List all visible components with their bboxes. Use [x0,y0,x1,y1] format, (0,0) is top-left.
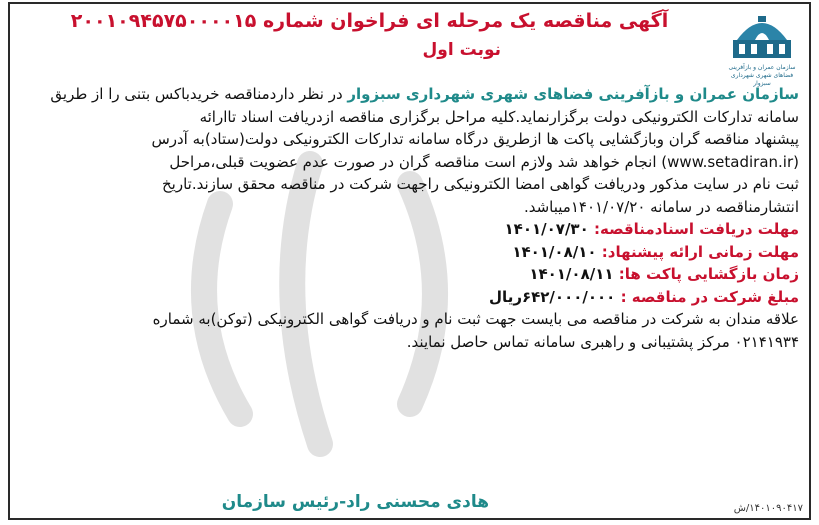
body-line-1 [26,83,799,106]
reference-number: ۱۴۰۱۰۹۰۴۱۷/ش [733,503,803,514]
deadline-label: زمان بازگشایی پاکت ها: [618,265,799,283]
signature: هادی محسنی راد-رئیس سازمان [221,492,489,512]
organization-name: سازمان عمران و بازآفرینی فضاهای شهری شهرداری سبزوار [347,85,799,103]
notice-title: آگهی مناقصه یک مرحله ای فراخوان شماره ۲۰۰۱۰۹۴۵۷۵۰۰۰۰۱۵ [70,10,669,32]
deadline-label: مهلت دریافت اسنادمناقصه: [593,220,799,238]
deadline-value: ۱۴۰۱/۰۸/۱۱ [529,265,619,283]
amount-label: مبلغ شرکت در مناقصه : [620,287,799,306]
participation-amount [26,286,799,309]
deadline-proposal [26,241,799,264]
body-line-1-rest: در نظر داردمناقصه خریدباکس بتنی را از طریق [50,85,348,103]
municipality-emblem-icon [731,10,793,60]
organization-logo [723,10,801,87]
amount-value: ۶۴۲/۰۰۰/۰۰۰ریال [489,287,621,306]
logo-caption: سازمان عمران و بازآفرینی فضاهای شهری شهرداری سبزوار [728,64,796,87]
body-line-3: پیشنهاد مناقصه گران وبازگشایی پاکت ها ازطریق درگاه سامانه تدارکات الکترونیکی دولت(ستاد)به آدرس [151,130,799,148]
body-line-6: انتشارمناقصه در سامانه ۱۴۰۱/۰۷/۲۰میباشد. [523,197,799,216]
contact-line-1: علاقه مندان به شرکت در مناقصه می بایست جهت ثبت نام و دریافت گواهی الکترونیکی (توکن)به شماره [152,310,799,328]
body-line-2: سامانه تدارکات الکترونیکی دولت برگزارنماید.کلیه مراحل برگزاری مناقصه ازدریافت اسناد تاارائه [199,107,799,126]
deadline-label: مهلت زمانی ارائه پیشنهاد: [601,242,799,261]
body-line-5: ثبت نام در سایت مذکور ودریافت گواهی امضا الکترونیکی راجهت شرکت در مناقصه محقق سازند.تاریخ [161,175,799,193]
notice-round: نوبت اول [422,40,501,60]
body-line-4: (www.setadiran.ir) انجام خواهد شد ولازم است مناقصه گران در صورت عدم عضویت قبلی،مراحل [169,152,799,171]
notice-body [26,83,799,353]
tender-notice [8,2,811,520]
deadline-value: ۱۴۰۱/۰۸/۱۰ [512,242,602,261]
deadline-opening [26,263,799,286]
deadline-documents [26,218,799,241]
contact-line-2: ۰۲۱۴۱۹۳۴ مرکز پشتیبانی و راهبری سامانه تماس حاصل نمایند. [406,332,799,351]
deadline-value: ۱۴۰۱/۰۷/۳۰ [504,220,594,238]
